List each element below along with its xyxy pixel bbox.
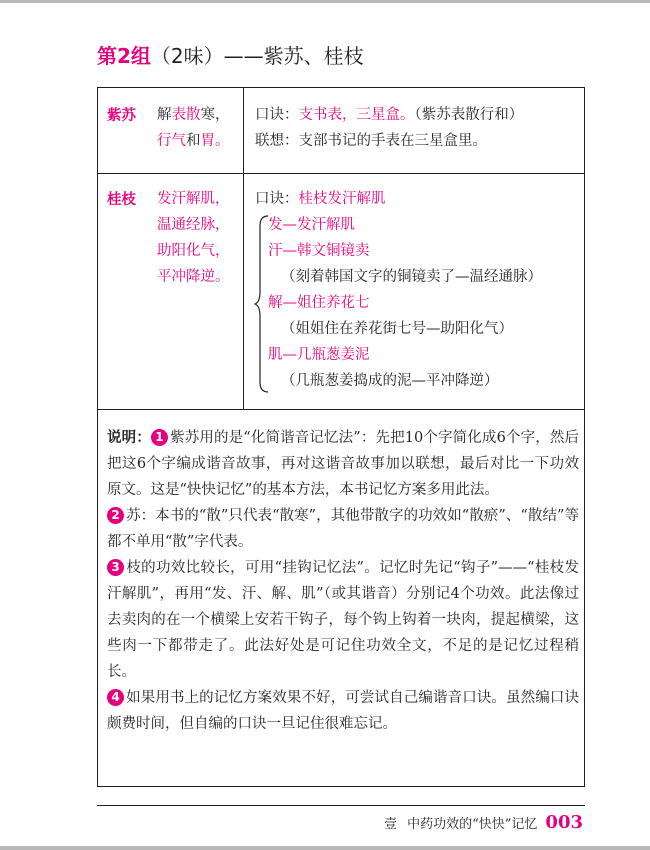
- page-title: [97, 40, 364, 72]
- zisu-effect-line1: 解表散寒，: [157, 107, 230, 123]
- number-4-icon: 4: [107, 689, 124, 706]
- note-2: 2 苏：本书的“散”只代表“散寒”，其他带散字的功效如“散瘀”、“散结”等都不单用“散”字代表。: [107, 508, 579, 550]
- mnemonic-table: [97, 87, 585, 787]
- top-rule: [0, 0, 650, 3]
- row-divider-1: [98, 173, 584, 174]
- story-line-1: 发—发汗解肌: [268, 217, 355, 233]
- herb-name-guizhi: 桂枝: [107, 192, 136, 208]
- number-2-icon: 2: [107, 507, 124, 524]
- chapter-title: 中药功效的“快快”记忆: [407, 817, 538, 832]
- guizhi-effect-3: 助阳化气，: [157, 243, 230, 259]
- zisu-verse: 口诀：支书表，三星盒。（紫苏表散行和）: [255, 107, 524, 123]
- story-line-3: （刻着韩国文字的铜镜卖了—温经通脉）: [281, 269, 542, 285]
- title-group: 第2组: [97, 44, 151, 68]
- story-line-4: 解—姐住养花七: [268, 295, 370, 311]
- story-line-5: （姐姐住在养花街七号—助阳化气）: [281, 321, 513, 337]
- chapter-number: 壹: [384, 817, 398, 832]
- page-footer: [384, 810, 583, 838]
- herb-name-zisu: 紫苏: [107, 108, 136, 124]
- guizhi-effect-2: 温通经脉，: [157, 217, 230, 233]
- story-line-6: 肌—几瓶葱姜泥: [268, 347, 370, 363]
- note-4: 4 如果用书上的记忆方案效果不好，可尝试自己编谐音口诀。虽然编口诀颇费时间，但自编的口诀一旦记住很难忘记。: [107, 690, 579, 732]
- guizhi-effect-1: 发汗解肌，: [157, 191, 230, 207]
- column-divider: [243, 88, 244, 409]
- row-divider-2: [98, 409, 584, 410]
- page-number: 003: [545, 812, 583, 833]
- guizhi-effect-4: 平冲降逆。: [157, 269, 230, 285]
- footer-rule: [97, 805, 585, 806]
- story-line-7: （几瓶葱姜捣成的泥—平冲降逆）: [281, 373, 499, 389]
- note-3: 3 枝的功效比较长，可用“挂钩记忆法”。记忆时先记“钩子”——“桂枝发汗解肌”，再用“发、汗、解、肌”（或其谐音）分别记4个功效。此法像过去卖肉的在一个横梁上安若干钩子，每个钩上钩着一块肉，提起横梁，这些肉一下都带走了。此法好处是可记住功效全文，不足的是记忆过程稍长。: [107, 560, 579, 680]
- notes-section: [107, 425, 579, 737]
- number-1-icon: 1: [151, 429, 168, 446]
- zisu-association: 联想：支部书记的手表在三星盒里。: [255, 133, 487, 149]
- guizhi-verse: 口诀：桂枝发汗解肌: [255, 191, 386, 207]
- zisu-effect-line2: 行气和胃。: [157, 133, 230, 149]
- number-3-icon: 3: [107, 559, 124, 576]
- story-line-2: 汗—韩文铜镜卖: [268, 243, 370, 259]
- bottom-rule: [0, 846, 650, 850]
- title-rest: （2味）——紫苏、桂枝: [150, 44, 364, 68]
- note-1: 说明： 1 紫苏用的是“化简谐音记忆法”：先把10个字简化成6个字，然后把这6个字编成谐音故事，再对这谐音故事加以联想，最后对比一下功效原文。这是“快快记忆”的基本方法，本书记忆方案多用此法。: [107, 430, 579, 498]
